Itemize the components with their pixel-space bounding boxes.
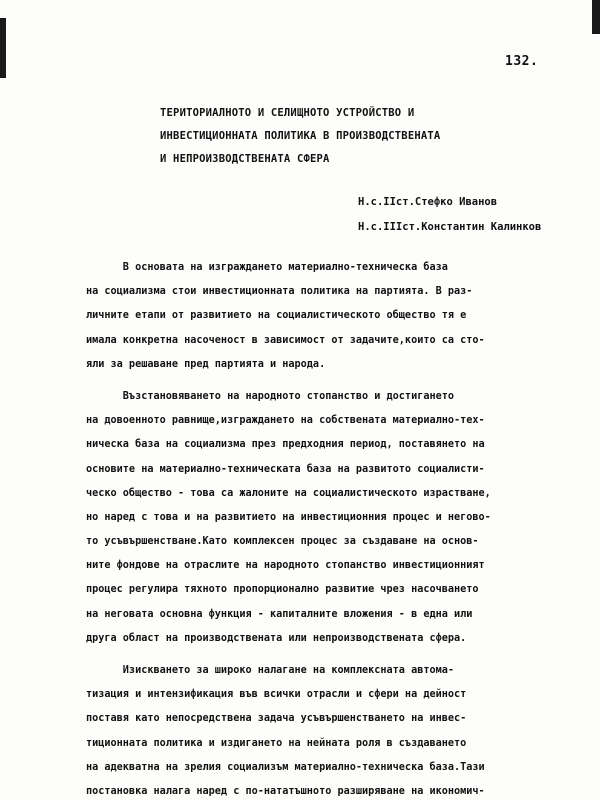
- page-number: 132.: [505, 54, 539, 69]
- title-line-3: И НЕПРОИЗВОДСТВЕНАТА СФЕРА: [160, 153, 330, 165]
- paragraph-1: [86, 256, 574, 377]
- text-line: поставя като непосредствена задача усъвършенстването на инвес-: [86, 713, 467, 725]
- text-line: Изискването за широко налагане на комплексната автома-: [86, 665, 455, 676]
- text-line: на неговата основна функция - капиталните вложения - в една или: [86, 608, 473, 620]
- text-line: то усъвършенстване.Като комплексен процес за създаване на основ-: [86, 536, 479, 548]
- body-text: [86, 256, 574, 804]
- text-line: на адекватна на зрелия социализъм материално-техническа база.Тази: [86, 761, 485, 773]
- text-line: ническа база на социализма през предходния период, поставянето на: [86, 439, 485, 451]
- text-line: тиционната политика и издигането на нейната роля в създаването: [86, 737, 467, 749]
- binding-mark-right: [592, 0, 600, 34]
- document-title: [160, 102, 440, 171]
- text-line: процес регулира тяхното пропорционално развитие чрез насочването: [86, 584, 479, 596]
- binding-mark-left: [0, 18, 6, 78]
- author-block: [358, 190, 541, 240]
- text-line: на социализма стои инвестиционната политика на партията. В раз-: [86, 286, 473, 298]
- paragraph-2: [86, 385, 574, 651]
- text-line: но наред с това и на развитието на инвестиционния процес и негово-: [86, 511, 491, 523]
- text-line: постановка налага наред с по-нататъшното разширяване на икономич-: [86, 785, 485, 797]
- text-line: имала конкретна насоченост в зависимост от задачите,които са сто-: [86, 334, 485, 346]
- text-line: ческо общество - това са жалоните на социалистическото израстване,: [86, 487, 491, 499]
- author-2: Н.с.IIIст.Константин Калинков: [358, 221, 542, 233]
- text-line: основите на материално-техническата база на развитото социалисти-: [86, 463, 485, 475]
- title-line-1: ТЕРИТОРИАЛНОТО И СЕЛИЩНОТО УСТРОЙСТВО И: [160, 107, 415, 119]
- text-line: тизация и интензификация във всички отрасли и сфери на дейност: [86, 689, 467, 701]
- text-line: ните фондове на отраслите на народното стопанство инвестиционният: [86, 560, 485, 572]
- text-line: Възстановяването на народното стопанство и достигането: [86, 390, 455, 402]
- text-line: В основата на изграждането материално-техническа база: [86, 262, 448, 273]
- text-line: личните етапи от развитието на социалистическото общество тя е: [86, 310, 467, 322]
- text-line: яли за решаване пред партията и народа.: [86, 358, 326, 370]
- paragraph-3: [86, 659, 574, 804]
- text-line: друга област на производствената или непроизводствената сфера.: [86, 632, 467, 644]
- text-line: на довоенното равнище,изграждането на собствената материално-тех-: [86, 415, 485, 427]
- author-1: Н.с.IIст.Стефко Иванов: [358, 196, 498, 208]
- title-line-2: ИНВЕСТИЦИОННАТА ПОЛИТИКА В ПРОИЗВОДСТВЕНАТА: [160, 130, 441, 142]
